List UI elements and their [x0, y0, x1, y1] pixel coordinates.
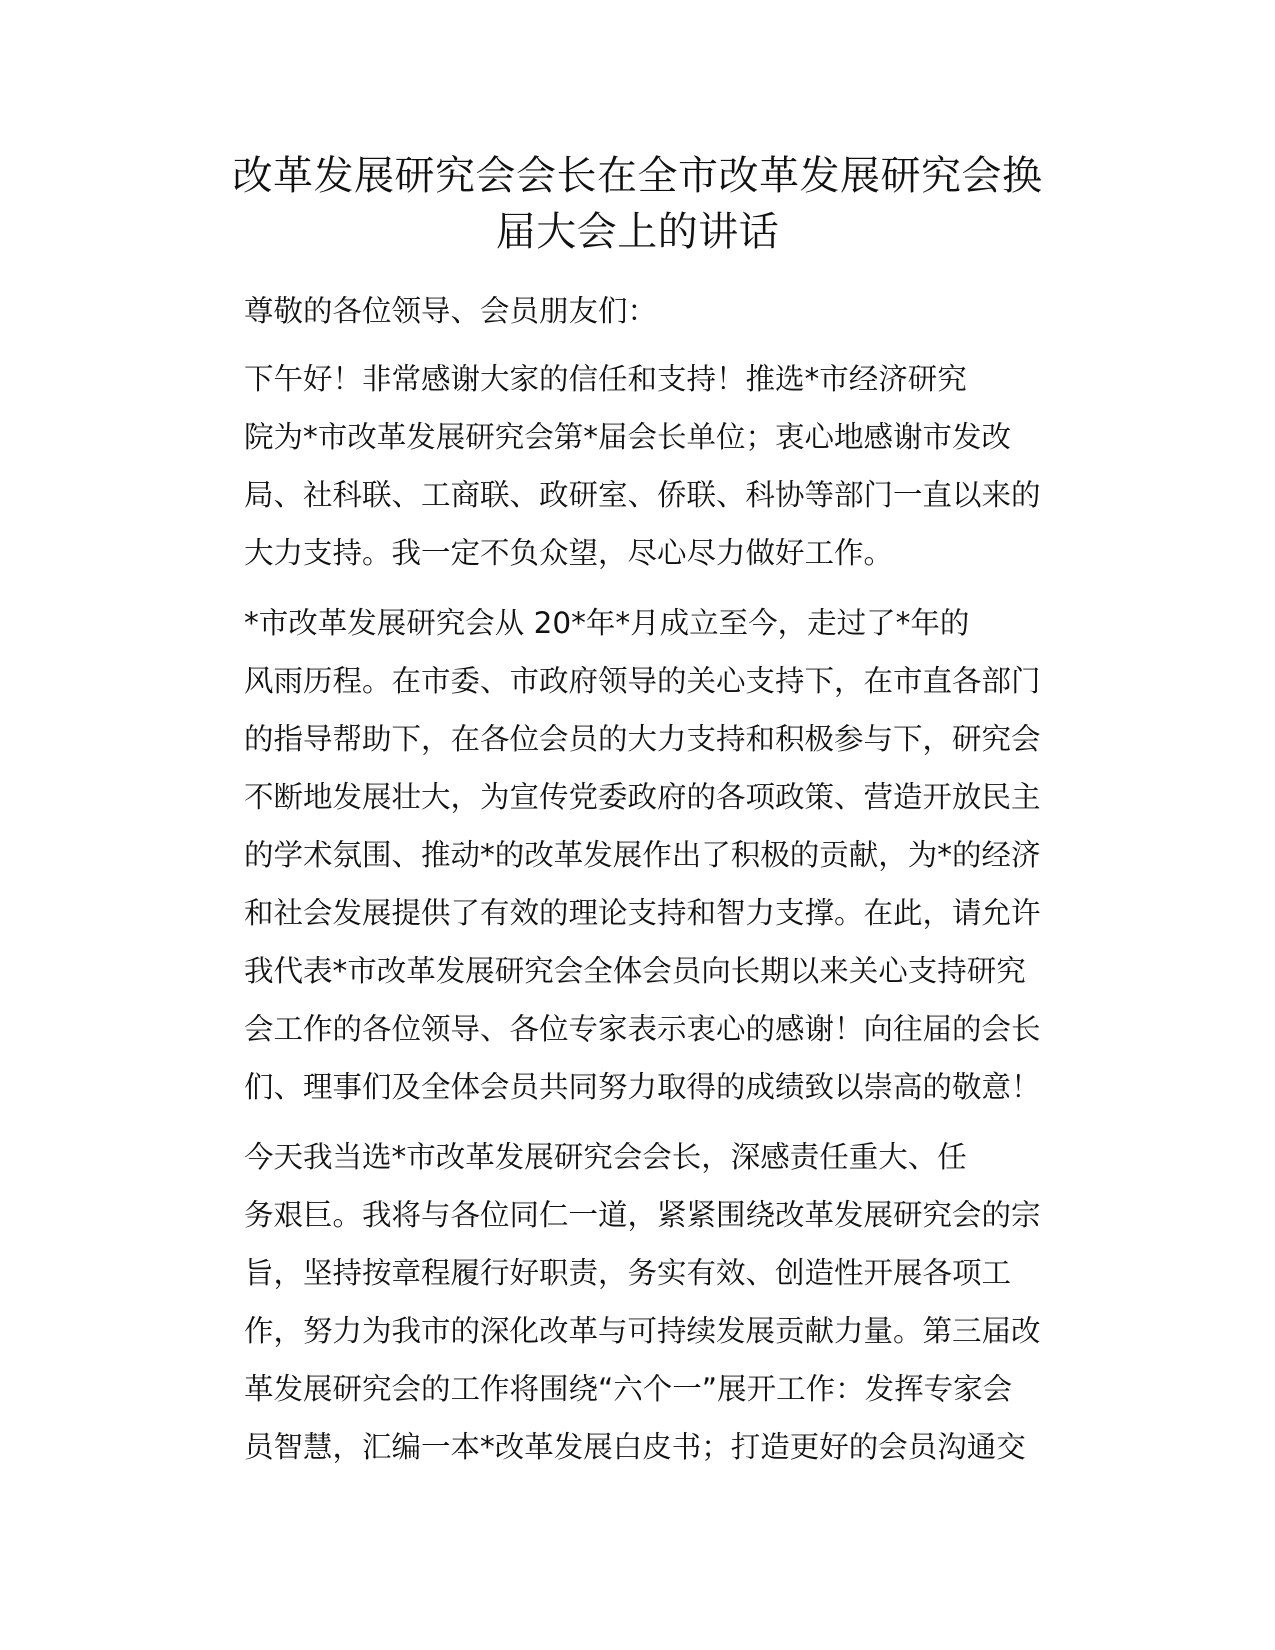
text-line: 的指导帮助下，在各位会员的大力支持和积极参与下，研究会 [244, 722, 1041, 756]
text-line: 会工作的各位领导、各位专家表示衷心的感谢！向往届的会长 [244, 1012, 1041, 1046]
text-line: 院为*市改革发展研究会第*届会长单位；衷心地感谢市发改 [244, 420, 1012, 454]
title-line: 改革发展研究会会长在全市改革发展研究会换 [232, 153, 1043, 199]
text-line: 务艰巨。我将与各位同仁一道，紧紧围绕改革发展研究会的宗 [244, 1198, 1041, 1232]
title-line: 届大会上的讲话 [495, 209, 780, 255]
paragraph-plan [185, 1128, 1085, 1476]
text-line: 作，努力为我市的深化改革与可持续发展贡献力量。第三届改 [244, 1314, 1041, 1348]
paragraph-history [185, 594, 1085, 1116]
document-title [170, 148, 1105, 260]
text-line: 和社会发展提供了有效的理论支持和智力支撑。在此，请允许 [244, 896, 1041, 930]
text-line: 大力支持。我一定不负众望，尽心尽力做好工作。 [244, 536, 894, 570]
paragraph-greeting [185, 350, 1085, 582]
text-line: 风雨历程。在市委、市政府领导的关心支持下，在市直各部门 [244, 664, 1041, 698]
text-line: 下午好！非常感谢大家的信任和支持！推选*市经济研究 [244, 362, 967, 396]
text-line: 员智慧，汇编一本*改革发展白皮书；打造更好的会员沟通交 [244, 1430, 1026, 1464]
text-line: 局、社科联、工商联、政研室、侨联、科协等部门一直以来的 [244, 478, 1041, 512]
text-line: 今天我当选*市改革发展研究会会长，深感责任重大、任 [244, 1140, 967, 1174]
text-line: 革发展研究会的工作将围绕“六个一”展开工作：发挥专家会 [244, 1372, 1013, 1406]
text-line: 们、理事们及全体会员共同努力取得的成绩致以崇高的敬意！ [244, 1070, 1041, 1104]
text-line: 旨，坚持按章程履行好职责，务实有效、创造性开展各项工 [244, 1256, 1012, 1290]
document-body [185, 282, 1085, 1488]
text-line: 的学术氛围、推动*的改革发展作出了积极的贡献，为*的经济 [244, 838, 1041, 872]
text-line: *市改革发展研究会从 20*年*月成立至今，走过了*年的 [244, 606, 970, 640]
text-line: 不断地发展壮大，为宣传党委政府的各项政策、营造开放民主 [244, 780, 1041, 814]
text-line: 我代表*市改革发展研究会全体会员向长期以来关心支持研究 [244, 954, 1026, 988]
salutation: 尊敬的各位领导、会员朋友们： [244, 294, 658, 328]
